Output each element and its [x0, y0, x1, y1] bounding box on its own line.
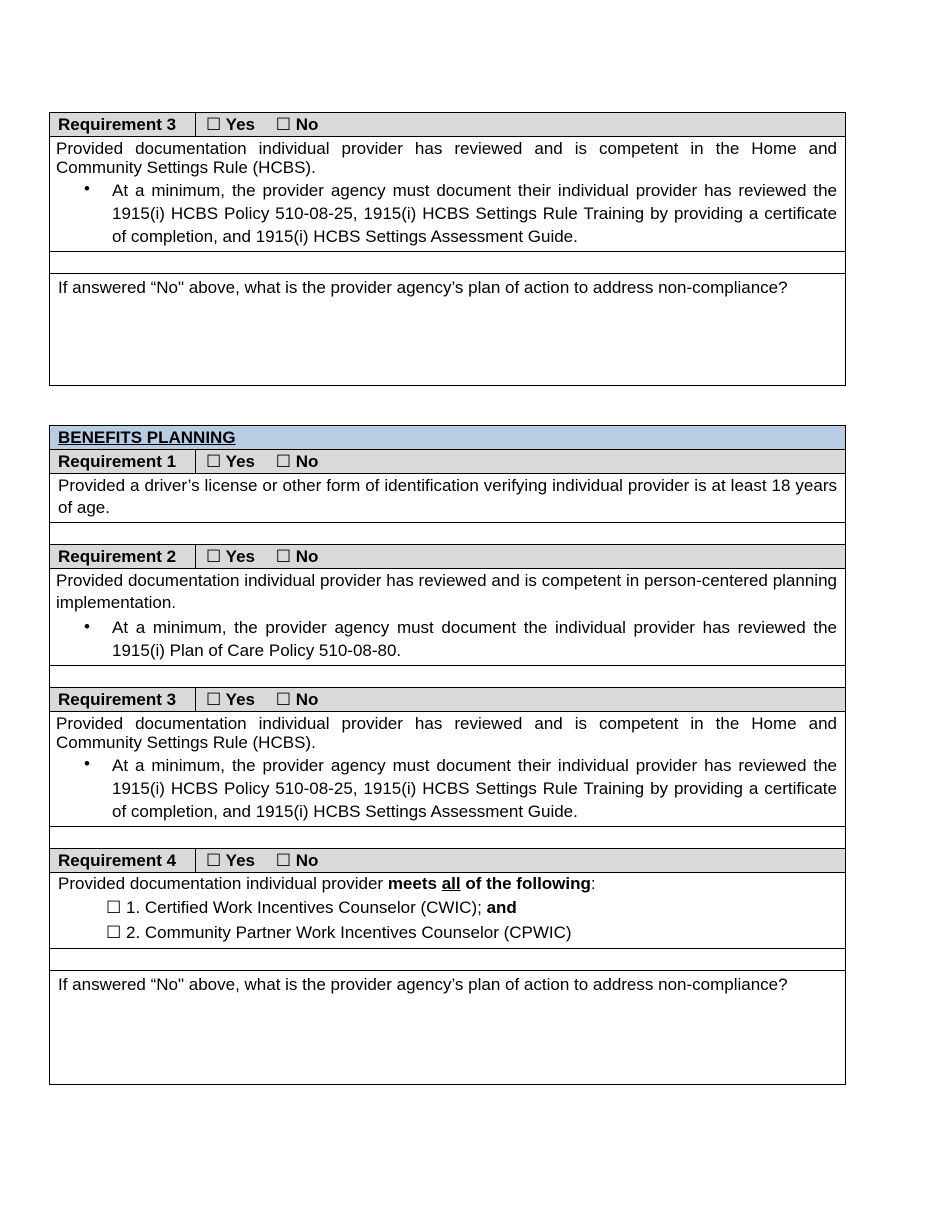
non-compliance-question[interactable] — [50, 274, 845, 385]
description-text: Provided documentation individual provider has reviewed and is competent in the Home and Community Settings Rule (HCBS). — [56, 714, 837, 752]
yes-no-options — [196, 113, 334, 136]
desc-bold-meets: meets — [387, 874, 442, 893]
item-bold-and: and — [486, 898, 517, 917]
requirement-description — [50, 137, 845, 252]
bullet-text: At a minimum, the provider agency must document their individual provider has reviewed the 1915(i) HCBS Policy 510-08-25, 1915(i) HCBS Settings Rule Training by providing a certificate of completion, and 1915(i) HCBS Settings Assessment Guide. — [112, 756, 837, 821]
requirement-description — [50, 873, 845, 949]
yes-option[interactable] — [206, 452, 255, 471]
checkbox-icon[interactable]: ☐ — [206, 690, 222, 709]
bullet-icon: • — [84, 617, 90, 636]
section-header: BENEFITS PLANNING — [50, 426, 845, 450]
description-text — [58, 873, 837, 895]
yes-no-options — [196, 450, 334, 473]
desc-suffix: : — [590, 874, 596, 893]
checkbox-icon[interactable]: ☐ — [206, 452, 222, 471]
yes-no-options — [196, 688, 334, 711]
yes-option[interactable] — [206, 547, 255, 566]
desc-bold-following: of the following — [460, 874, 591, 893]
checkbox-icon[interactable]: ☐ — [206, 115, 222, 134]
no-label: No — [295, 547, 319, 566]
checkbox-icon[interactable]: ☐ — [275, 547, 291, 566]
requirement-label: Requirement 3 — [50, 113, 196, 136]
empty-row — [50, 666, 845, 688]
yes-label: Yes — [225, 115, 255, 134]
requirement-label: Requirement 4 — [50, 849, 196, 872]
no-label: No — [295, 452, 319, 471]
requirement-description — [50, 569, 845, 666]
description-text: Provided documentation individual provider has reviewed and is competent in person-centered planning implementation. — [56, 571, 837, 612]
no-label: No — [295, 851, 319, 870]
checkbox-icon[interactable]: ☐ — [275, 115, 291, 134]
checklist-item-cwic[interactable] — [58, 895, 837, 920]
description-text: Provided documentation individual provider has reviewed and is competent in the Home and Community Settings Rule (HCBS). — [56, 139, 837, 177]
no-option[interactable] — [276, 690, 319, 709]
item-text: 1. Certified Work Incentives Counselor (CWIC); — [125, 898, 487, 917]
description-text: Provided a driver’s license or other form of identification verifying individual provider is at least 18 years of age. — [58, 476, 837, 517]
empty-row — [50, 252, 845, 274]
no-option[interactable] — [276, 851, 319, 870]
empty-row — [50, 523, 845, 545]
requirement-label: Requirement 3 — [50, 688, 196, 711]
yes-label: Yes — [225, 851, 255, 870]
yes-option[interactable] — [206, 115, 255, 134]
no-label: No — [295, 115, 319, 134]
yes-option[interactable] — [206, 851, 255, 870]
requirement-3-table-top — [49, 112, 846, 386]
requirement-description — [50, 474, 845, 523]
checklist-item-cpwic[interactable] — [58, 920, 837, 945]
checkbox-icon[interactable]: ☐ — [275, 851, 291, 870]
checkbox-icon[interactable]: ☐ — [206, 547, 222, 566]
checkbox-icon[interactable]: ☐ — [206, 851, 222, 870]
non-compliance-question[interactable] — [50, 971, 845, 1084]
requirement-row — [50, 688, 845, 712]
desc-prefix: Provided documentation individual provider — [58, 874, 388, 893]
desc-bold-all: all — [441, 874, 461, 893]
bullet-icon: • — [84, 754, 90, 773]
no-option[interactable] — [276, 452, 319, 471]
no-option[interactable] — [276, 547, 319, 566]
requirement-label: Requirement 1 — [50, 450, 196, 473]
requirement-row — [50, 545, 845, 569]
checkbox-icon[interactable]: ☐ — [275, 452, 291, 471]
empty-row — [50, 949, 845, 971]
question-text: If answered “No" above, what is the provider agency’s plan of action to address non-compliance? — [58, 278, 788, 297]
benefits-planning-table — [49, 425, 846, 1085]
bullet-icon: • — [84, 179, 90, 198]
bullet-text: At a minimum, the provider agency must document the individual provider has reviewed the 1915(i) Plan of Care Policy 510-08-80. — [112, 618, 837, 660]
yes-no-options — [196, 545, 334, 568]
question-text: If answered “No" above, what is the provider agency’s plan of action to address non-compliance? — [58, 975, 788, 994]
bullet-item — [56, 616, 837, 662]
no-label: No — [295, 690, 319, 709]
yes-label: Yes — [225, 690, 255, 709]
checkbox-icon[interactable]: ☐ — [106, 923, 122, 942]
requirement-row — [50, 849, 845, 873]
bullet-text: At a minimum, the provider agency must document their individual provider has reviewed the 1915(i) HCBS Policy 510-08-25, 1915(i) HCBS Settings Rule Training by providing a certificate of completion, and 1915(i) HCBS Settings Assessment Guide. — [112, 181, 837, 246]
item-text: 2. Community Partner Work Incentives Counselor (CPWIC) — [125, 923, 572, 942]
requirement-label: Requirement 2 — [50, 545, 196, 568]
yes-label: Yes — [225, 547, 255, 566]
bullet-item — [56, 754, 837, 823]
requirement-row — [50, 450, 845, 474]
no-option[interactable] — [276, 115, 319, 134]
checkbox-icon[interactable]: ☐ — [106, 898, 122, 917]
yes-no-options — [196, 849, 334, 872]
yes-label: Yes — [225, 452, 255, 471]
empty-row — [50, 827, 845, 849]
requirement-row — [50, 113, 845, 137]
requirement-description — [50, 712, 845, 827]
checkbox-icon[interactable]: ☐ — [275, 690, 291, 709]
yes-option[interactable] — [206, 690, 255, 709]
bullet-item — [56, 179, 837, 248]
